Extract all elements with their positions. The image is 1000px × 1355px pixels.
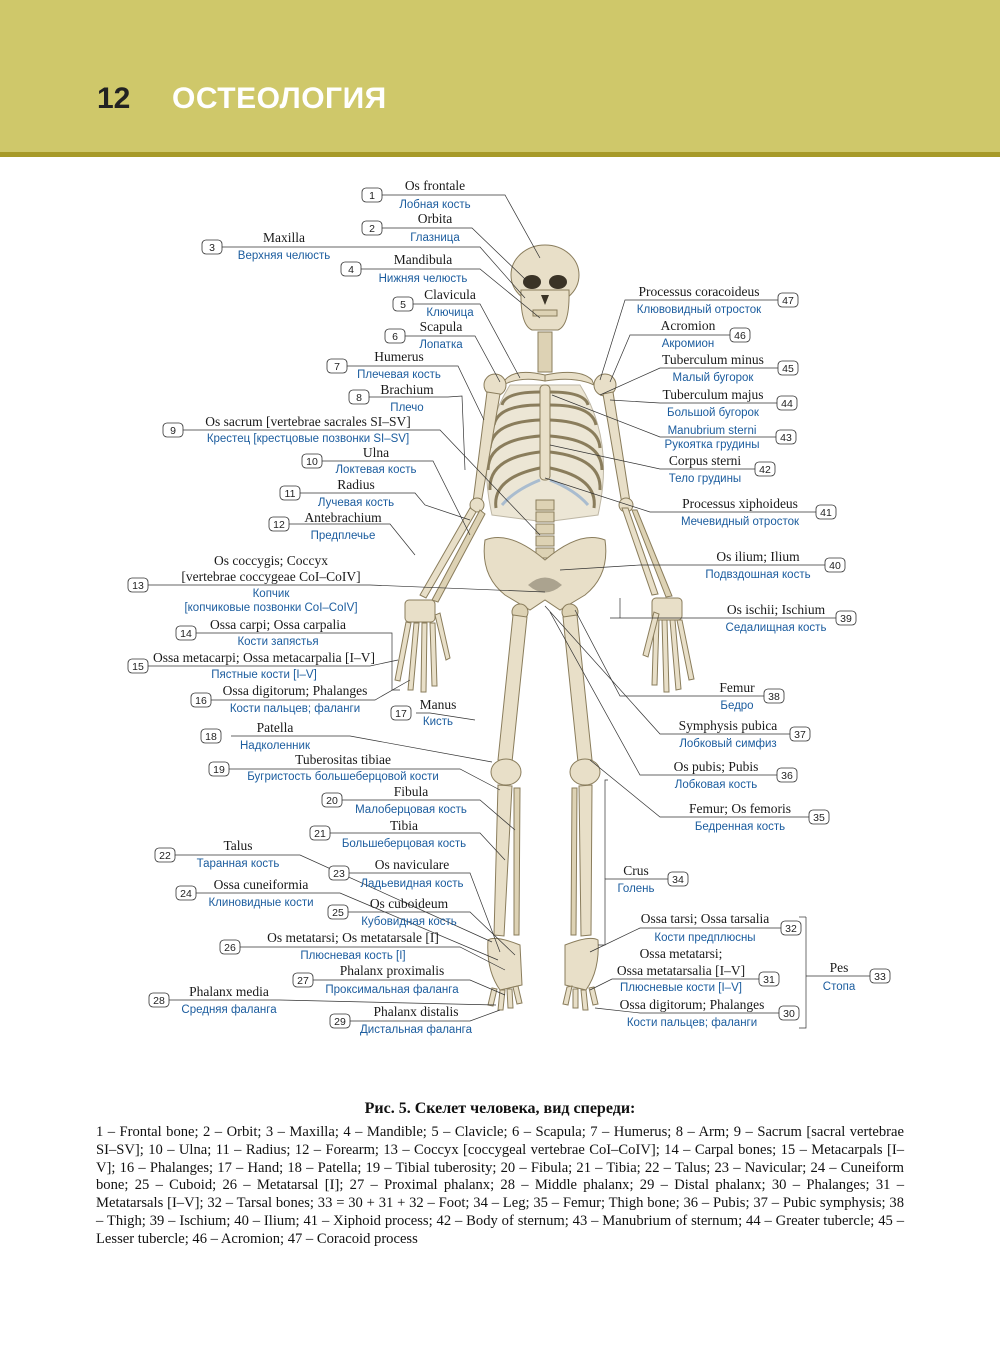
label-1	[362, 178, 471, 211]
svg-text:Крестец [крестцовые позвонки S: Крестец [крестцовые позвонки SI–SV]	[206, 433, 410, 445]
svg-text:34: 34	[672, 874, 684, 886]
svg-text:Лопатка: Лопатка	[419, 339, 463, 351]
svg-text:Os cuboideum: Os cuboideum	[369, 896, 449, 911]
svg-text:Ossa metacarpi; Ossa metacarpa: Ossa metacarpi; Ossa metacarpalia [I–V]	[153, 650, 375, 665]
svg-text:Ossa cuneiformia: Ossa cuneiformia	[213, 877, 309, 892]
label-14	[176, 617, 346, 648]
svg-text:Стопа: Стопа	[822, 981, 856, 993]
svg-text:45: 45	[782, 363, 794, 375]
svg-text:Os ilium; Ilium: Os ilium; Ilium	[716, 549, 800, 564]
svg-text:Patella: Patella	[256, 720, 294, 735]
svg-text:Тело грудины: Тело грудины	[668, 473, 742, 485]
label-19	[209, 752, 439, 783]
label-15	[128, 650, 375, 681]
skeleton-figure	[0, 170, 1000, 1070]
svg-text:Плюсневые кости [I–V]: Плюсневые кости [I–V]	[620, 982, 742, 994]
svg-text:40: 40	[829, 560, 841, 572]
svg-text:14: 14	[180, 628, 192, 640]
chapter-header	[0, 0, 1000, 152]
svg-text:35: 35	[813, 812, 825, 824]
svg-text:Os naviculare: Os naviculare	[374, 857, 450, 872]
svg-text:2: 2	[369, 223, 375, 235]
svg-text:Ossa metatarsalia [I–V]: Ossa metatarsalia [I–V]	[616, 963, 746, 978]
svg-text:4: 4	[348, 264, 354, 276]
svg-text:20: 20	[326, 795, 338, 807]
svg-text:Ossa carpi; Ossa carpalia: Ossa carpi; Ossa carpalia	[209, 617, 347, 632]
svg-text:Пястные кости [I–V]: Пястные кости [I–V]	[211, 669, 317, 681]
svg-text:Scapula: Scapula	[419, 319, 463, 334]
svg-text:Ладьевидная кость: Ладьевидная кость	[360, 878, 464, 890]
page-number: 12	[97, 82, 131, 115]
svg-text:1: 1	[369, 190, 375, 202]
svg-text:28: 28	[153, 995, 165, 1007]
svg-text:9: 9	[170, 425, 176, 437]
svg-text:Лобковый симфиз: Лобковый симфиз	[679, 738, 777, 750]
svg-text:Phalanx distalis: Phalanx distalis	[373, 1004, 459, 1019]
svg-text:Processus coracoideus: Processus coracoideus	[638, 284, 760, 299]
svg-text:43: 43	[780, 432, 792, 444]
svg-text:Мечевидный отросток: Мечевидный отросток	[680, 516, 800, 528]
svg-text:44: 44	[781, 398, 793, 410]
svg-text:Tibia: Tibia	[389, 818, 419, 833]
label-33	[823, 960, 890, 993]
svg-text:Бугристость большеберцовой кос: Бугристость большеберцовой кости	[247, 771, 439, 783]
svg-text:3: 3	[209, 242, 215, 254]
label-8	[349, 382, 434, 414]
svg-text:Tuberositas tibiae: Tuberositas tibiae	[295, 752, 391, 767]
label-26	[220, 930, 439, 962]
svg-text:Кости предплюсны: Кости предплюсны	[654, 932, 756, 944]
svg-text:Ossa tarsi; Ossa tarsalia: Ossa tarsi; Ossa tarsalia	[640, 911, 770, 926]
svg-text:Предплечье: Предплечье	[310, 530, 376, 542]
svg-text:Копчик: Копчик	[252, 588, 290, 600]
label-4	[341, 252, 467, 285]
label-5	[393, 287, 476, 319]
svg-text:Большеберцовая кость: Большеберцовая кость	[341, 838, 467, 850]
svg-text:37: 37	[794, 729, 806, 741]
svg-text:Corpus sterni: Corpus sterni	[668, 453, 742, 468]
label-6	[385, 319, 463, 351]
label-10	[302, 445, 417, 476]
svg-text:Talus: Talus	[223, 838, 253, 853]
svg-text:17: 17	[395, 708, 407, 720]
label-27	[293, 963, 459, 996]
label-21	[310, 818, 466, 850]
svg-text:Лучевая кость: Лучевая кость	[317, 497, 395, 509]
svg-text:Radius: Radius	[337, 477, 375, 492]
svg-text:[vertebrae coccygeae CoI–CoIV]: [vertebrae coccygeae CoI–CoIV]	[181, 569, 361, 584]
svg-text:Ossa digitorum; Phalanges: Ossa digitorum; Phalanges	[619, 997, 765, 1012]
svg-text:38: 38	[768, 691, 780, 703]
section-title: ОСТЕОЛОГИЯ	[172, 82, 387, 115]
svg-text:Os metatarsi; Os metatarsale [: Os metatarsi; Os metatarsale [I]	[267, 930, 439, 945]
svg-text:32: 32	[785, 923, 797, 935]
svg-text:Локтевая кость: Локтевая кость	[335, 464, 417, 476]
svg-text:Os ischii; Ischium: Os ischii; Ischium	[726, 602, 826, 617]
svg-text:Лобковая кость: Лобковая кость	[674, 779, 758, 791]
label-2	[362, 211, 460, 244]
svg-text:19: 19	[213, 764, 225, 776]
svg-text:Бедренная кость: Бедренная кость	[694, 821, 786, 833]
svg-text:47: 47	[782, 295, 794, 307]
svg-text:Humerus: Humerus	[374, 349, 424, 364]
label-29	[330, 1004, 473, 1036]
svg-text:Os sacrum [vertebrae sacrales: Os sacrum [vertebrae sacrales SI–SV]	[205, 414, 411, 429]
svg-text:Femur; Os femoris: Femur; Os femoris	[689, 801, 791, 816]
label-9	[163, 414, 411, 445]
svg-text:Phalanx proximalis: Phalanx proximalis	[339, 963, 445, 978]
svg-text:Глазница: Глазница	[410, 232, 460, 244]
svg-text:8: 8	[356, 392, 362, 404]
svg-text:Os frontale: Os frontale	[404, 178, 466, 193]
svg-text:Brachium: Brachium	[380, 382, 434, 397]
svg-text:Tuberculum minus: Tuberculum minus	[662, 352, 764, 367]
svg-text:13: 13	[132, 580, 144, 592]
svg-text:Седалищная кость: Седалищная кость	[725, 622, 827, 634]
svg-text:Кубовидная кость: Кубовидная кость	[361, 916, 457, 928]
svg-text:Малоберцовая кость: Малоберцовая кость	[355, 804, 467, 816]
label-3	[202, 230, 330, 262]
svg-text:7: 7	[334, 361, 340, 373]
svg-text:Ключица: Ключица	[426, 307, 474, 319]
svg-text:36: 36	[781, 770, 793, 782]
label-12	[269, 510, 382, 542]
label-32	[641, 911, 801, 944]
svg-text:Бедро: Бедро	[720, 700, 754, 712]
svg-text:Кости запястья: Кости запястья	[237, 636, 319, 648]
svg-text:Надколенник: Надколенник	[240, 740, 310, 752]
svg-text:Clavicula: Clavicula	[424, 287, 476, 302]
svg-text:Подвздошная кость: Подвздошная кость	[705, 569, 811, 581]
svg-text:Клювовидный отросток: Клювовидный отросток	[636, 304, 762, 316]
svg-text:Плечевая кость: Плечевая кость	[357, 369, 441, 381]
label-46	[661, 318, 750, 350]
svg-text:Orbita: Orbita	[417, 211, 453, 226]
svg-text:Нижняя челюсть: Нижняя челюсть	[378, 273, 468, 285]
svg-text:Лобная кость: Лобная кость	[399, 199, 471, 211]
svg-text:Средняя фаланга: Средняя фаланга	[181, 1004, 277, 1016]
svg-text:5: 5	[400, 299, 406, 311]
svg-text:Antebrachium: Antebrachium	[304, 510, 382, 525]
svg-text:[копчиковые позвонки CoI–CoIV]: [копчиковые позвонки CoI–CoIV]	[184, 602, 358, 614]
svg-text:Малый бугорок: Малый бугорок	[672, 372, 754, 384]
svg-text:30: 30	[783, 1008, 795, 1020]
label-17	[391, 697, 456, 728]
label-16	[191, 683, 367, 715]
svg-text:Acromion: Acromion	[660, 318, 716, 333]
svg-text:Tuberculum majus: Tuberculum majus	[662, 387, 764, 402]
svg-text:41: 41	[820, 507, 832, 519]
svg-text:Symphysis pubica: Symphysis pubica	[678, 718, 778, 733]
svg-text:Плюсневая кость [I]: Плюсневая кость [I]	[300, 950, 406, 962]
svg-text:29: 29	[334, 1016, 346, 1028]
svg-text:Голень: Голень	[617, 883, 655, 895]
svg-text:21: 21	[314, 828, 326, 840]
label-23	[329, 857, 464, 890]
svg-text:Большой бугорок: Большой бугорок	[667, 407, 759, 419]
svg-text:12: 12	[273, 519, 285, 531]
svg-text:Crus: Crus	[623, 863, 649, 878]
label-43	[665, 425, 796, 451]
svg-text:10: 10	[306, 456, 318, 468]
svg-text:Ossa metatarsi;: Ossa metatarsi;	[639, 946, 723, 961]
svg-text:Phalanx media: Phalanx media	[189, 984, 269, 999]
svg-text:18: 18	[205, 731, 217, 743]
svg-text:Ossa digitorum; Phalanges: Ossa digitorum; Phalanges	[222, 683, 368, 698]
svg-text:Os coccygis; Coccyx: Os coccygis; Coccyx	[214, 553, 328, 568]
svg-text:Кости пальцев; фаланги: Кости пальцев; фаланги	[229, 703, 361, 715]
svg-text:Manus: Manus	[419, 697, 457, 712]
svg-text:16: 16	[195, 695, 207, 707]
svg-text:Manubrium sterni: Manubrium sterni	[667, 425, 757, 437]
svg-text:11: 11	[284, 488, 296, 500]
svg-text:Femur: Femur	[719, 680, 755, 695]
svg-text:Кости пальцев; фаланги: Кости пальцев; фаланги	[626, 1017, 758, 1029]
svg-text:Ulna: Ulna	[362, 445, 390, 460]
svg-text:6: 6	[392, 331, 398, 343]
svg-text:Maxilla: Maxilla	[263, 230, 305, 245]
svg-text:42: 42	[759, 464, 771, 476]
svg-text:22: 22	[159, 850, 171, 862]
svg-text:24: 24	[180, 888, 192, 900]
svg-text:39: 39	[840, 613, 852, 625]
header-rule	[0, 152, 1000, 157]
figure-caption-title: Рис. 5. Скелет человека, вид спереди:	[364, 1100, 636, 1117]
svg-text:Mandibula: Mandibula	[393, 252, 453, 267]
svg-text:Кисть: Кисть	[422, 716, 454, 728]
svg-text:23: 23	[333, 868, 345, 880]
label-31	[617, 946, 779, 994]
svg-text:Fibula: Fibula	[393, 784, 429, 799]
svg-text:31: 31	[763, 974, 775, 986]
svg-text:Дистальная фаланга: Дистальная фаланга	[359, 1024, 473, 1036]
svg-text:46: 46	[734, 330, 746, 342]
svg-text:Проксимальная фаланга: Проксимальная фаланга	[325, 984, 459, 996]
svg-text:Рукоятка грудины: Рукоятка грудины	[664, 439, 760, 451]
svg-text:15: 15	[132, 661, 144, 673]
svg-text:Processus xiphoideus: Processus xiphoideus	[682, 496, 798, 511]
svg-text:26: 26	[224, 942, 236, 954]
svg-text:Верхняя челюсть: Верхняя челюсть	[237, 250, 331, 262]
figure-caption-body: 1 – Frontal bone; 2 – Orbit; 3 – Maxilla; 4 – Mandible; 5 – Clavicle; 6 – Scapula; 7 – Humerus; 8 – Arm; 9 – Sacrum [sacral vertebrae SI–SV]; 10 – Ulna; 11 – Radius; 12 – Forearm; 13 – Coccyx [coccygeal vertebrae CoI–CoIV]; 14 – Carpal bones; 15 – Metacarpals [I–V]; 16 – Phalanges; 17 – Hand; 18 – Patella; 19 – Tibial tuberosity; 20 – Fibula; 21 – Tibia; 22 – Talus; 23 – Navicular; 24 – Cuneiform bone; 25 – Cuboid; 26 – Metatarsal [I]; 27 – Proximal phalanx; 28 – Middle phalanx; 29 – Distal phalanx; 30 – Phalanges; 31 – Metatarsals [I–V]; 32 – Tarsal bones; 33 = 30 + 31 + 32 – Foot; 34 – Leg; 35 – Femur; Thigh bone; 36 – Pubis; 37 – Pubic symphysis; 38 – Thigh; 39 – Ischium; 40 – Ilium; 41 – Xiphoid process; 42 – Body of sternum; 43 – Manubrium of sternum; 44 – Greater tubercle; 45 – Lesser tubercle; 46 – Acromion; 47 – Coracoid process	[96, 1124, 904, 1247]
label-7	[327, 349, 441, 381]
svg-text:Pes: Pes	[829, 960, 849, 975]
svg-text:Таранная кость: Таранная кость	[196, 858, 280, 870]
svg-text:Плечо: Плечо	[390, 402, 424, 414]
svg-text:Акромион: Акромион	[661, 338, 715, 350]
svg-text:Клиновидные кости: Клиновидные кости	[208, 897, 314, 909]
label-13	[128, 553, 361, 614]
label-22	[155, 838, 279, 870]
svg-text:25: 25	[332, 907, 344, 919]
svg-text:33: 33	[874, 971, 886, 983]
svg-text:Os pubis; Pubis: Os pubis; Pubis	[673, 759, 759, 774]
svg-text:27: 27	[297, 975, 309, 987]
